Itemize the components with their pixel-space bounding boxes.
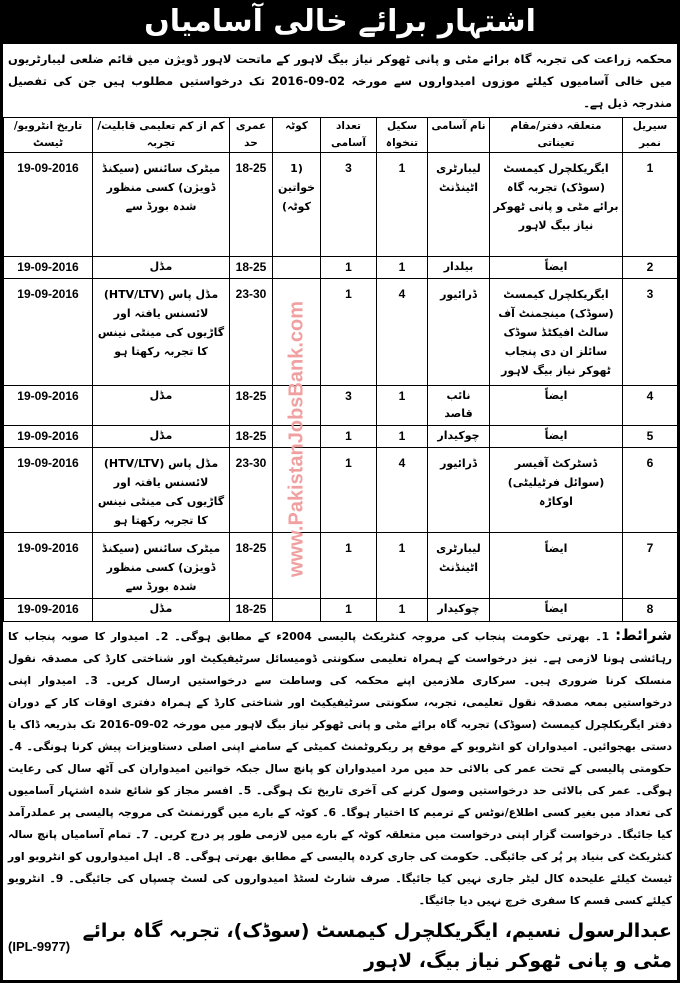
watermark: www.PakistanJobsBank.com: [285, 300, 307, 578]
intro-paragraph: محکمہ زراعت کی تجربہ گاہ برائے مٹی و پانی ٹھوکر نیاز بیگ لاہور کے ماتحت لاہور ڈویژن میں قائم ضلعی لیبارٹریوں میں خالی آسامیوں کیلئے موزوں امیدواروں سے مورخہ 02-09-2016 تک درخواستیں مطلوب ہیں جن کی تفصیل مندرجہ ذیل ہے۔: [8, 52, 672, 110]
cell-quota: [273, 448, 321, 533]
cell-office: ایضاً: [490, 533, 623, 599]
cell-office: ایضاً: [490, 386, 623, 426]
header-age: عمری حد: [230, 118, 273, 153]
cell-serial: 3: [623, 279, 678, 386]
cell-date: 19-09-2016: [4, 257, 93, 279]
header-count: تعداد آسامی: [321, 118, 377, 153]
header-serial: سیریل نمبر: [623, 118, 678, 153]
cell-count: 3: [321, 386, 377, 426]
cell-post: ڈرائیور: [428, 279, 490, 386]
cell-date: 19-09-2016: [4, 153, 93, 257]
header-quota: کوٹہ: [273, 118, 321, 153]
table-row: [4, 386, 678, 426]
cell-serial: 8: [623, 599, 678, 622]
cell-scale: 1: [377, 426, 428, 448]
cell-serial: 2: [623, 257, 678, 279]
ad-title: اشتہار برائے خالی آسامیاں: [0, 0, 680, 44]
cell-scale: 1: [377, 386, 428, 426]
table-row: [4, 533, 678, 599]
table-row: [4, 153, 678, 257]
cell-age: 18-25: [230, 153, 273, 257]
cell-quota: [273, 426, 321, 448]
cell-date: 19-09-2016: [4, 386, 93, 426]
cell-scale: 1: [377, 533, 428, 599]
cell-count: 1: [321, 426, 377, 448]
cell-serial: 6: [623, 448, 678, 533]
header-post: نام آسامی: [428, 118, 490, 153]
cell-serial: 7: [623, 533, 678, 599]
cell-age: 18-25: [230, 257, 273, 279]
cell-quota: [273, 386, 321, 426]
table-row: [4, 599, 678, 622]
cell-age: 23-30: [230, 279, 273, 386]
cell-date: 19-09-2016: [4, 448, 93, 533]
cell-qualification: میٹرک سائنس (سیکنڈ ڈویژن) کسی منظور شدہ بورڈ سے: [93, 153, 230, 257]
cell-quota: (1 خواتین کوٹہ): [273, 153, 321, 257]
cell-date: 19-09-2016: [4, 426, 93, 448]
table-header-row: [4, 118, 678, 153]
cell-age: 18-25: [230, 599, 273, 622]
cell-qualification: مڈل پاس (HTV/LTV) لائسنس یافتہ اور گاڑیوں کی مینٹی نینس کا تجربہ رکھتا ہو: [93, 448, 230, 533]
cell-quota: [273, 533, 321, 599]
signature-text: عبدالرسول نسیم، ایگریکلچرل کیمسٹ (سوڈک)، تجربہ گاہ برائے مٹی و پانی ٹھوکر نیاز بیگ، لاہور: [82, 920, 672, 972]
header-date: تاریخ انٹرویو/ٹیسٹ: [4, 118, 93, 153]
cell-count: 1: [321, 448, 377, 533]
header-scale: سکیل تنخواہ: [377, 118, 428, 153]
cell-qualification: مڈل پاس (HTV/LTV) لائسنس یافتہ اور گاڑیوں کی مینٹی نینس کا تجربہ رکھتا ہو: [93, 279, 230, 386]
table-row: [4, 426, 678, 448]
cell-count: 1: [321, 257, 377, 279]
cell-count: 3: [321, 153, 377, 257]
table-wrapper: [3, 117, 677, 622]
cell-age: 18-25: [230, 386, 273, 426]
table-row: [4, 279, 678, 386]
cell-post: چوکیدار: [428, 599, 490, 622]
header-office: متعلقہ دفتر/مقام تعیناتی: [490, 118, 623, 153]
vacancies-table: [3, 117, 678, 622]
cell-qualification: مڈل: [93, 599, 230, 622]
cell-date: 19-09-2016: [4, 279, 93, 386]
cell-scale: 1: [377, 153, 428, 257]
cell-office: ایضاً: [490, 599, 623, 622]
cell-post: چوکیدار: [428, 426, 490, 448]
table-row: [4, 448, 678, 533]
cell-post: ڈرائیور: [428, 448, 490, 533]
cell-scale: 1: [377, 599, 428, 622]
cell-quota: [273, 257, 321, 279]
cell-office: ایگریکلچرل کیمسٹ (سوڈک) تجربہ گاہ برائے مٹی و پانی ٹھوکر نیاز بیگ لاہور: [490, 153, 623, 257]
cell-age: 18-25: [230, 426, 273, 448]
cell-post: نائب قاصد: [428, 386, 490, 426]
cell-count: 1: [321, 599, 377, 622]
cell-count: 1: [321, 533, 377, 599]
cell-scale: 4: [377, 279, 428, 386]
cell-office: ڈسٹرکٹ آفیسر (سوائل فرٹیلیٹی) اوکاڑہ: [490, 448, 623, 533]
cell-office: ایضاً: [490, 426, 623, 448]
cell-serial: 1: [623, 153, 678, 257]
table-row: [4, 257, 678, 279]
cell-date: 19-09-2016: [4, 599, 93, 622]
header-qualification: کم از کم تعلیمی قابلیت/تجربہ: [93, 118, 230, 153]
cell-age: 23-30: [230, 448, 273, 533]
cell-qualification: مڈل: [93, 257, 230, 279]
cell-scale: 1: [377, 257, 428, 279]
cell-date: 19-09-2016: [4, 533, 93, 599]
cell-count: 1: [321, 279, 377, 386]
cell-age: 18-25: [230, 533, 273, 599]
cell-serial: 5: [623, 426, 678, 448]
cell-scale: 4: [377, 448, 428, 533]
cell-post: لیبارٹری اٹینڈنٹ: [428, 153, 490, 257]
cell-quota: [273, 599, 321, 622]
cell-qualification: میٹرک سائنس (سیکنڈ ڈویژن) کسی منظور شدہ بورڈ سے: [93, 533, 230, 599]
cell-quota: [273, 279, 321, 386]
conditions-section: [8, 624, 672, 912]
cell-office: ایضاً: [490, 257, 623, 279]
conditions-heading: شرائط:: [615, 626, 672, 644]
reference-code: (IPL-9977): [8, 938, 71, 954]
cell-post: بیلدار: [428, 257, 490, 279]
signature-block: [8, 916, 672, 976]
conditions-text: 1۔ بھرتی حکومت پنجاب کی مروجہ کنٹریکٹ پالیسی 2004ء کے مطابق ہوگی۔ 2۔ امیدوار کا صوبہ پنجاب کا رہائشی ہونا لازمی ہے۔ نیز درخواست کے ہمراہ تعلیمی سکونتی ڈومیسائل سرٹیفیکیٹ اور شناختی کارڈ کی مصدقہ نقول منسلک کرنا ضروری ہیں۔ سرکاری ملازمین اپنے محکمہ کی وساطت سے درخواستیں ارسال کریں۔ 3۔ امیدوار اپنی درخواستیں بمعہ مصدقہ نقول تعلیمی، تجربہ، سکونتی سرٹیفیکیٹ اور شناختی کارڈ کے ہمراہ دفتری اوقات کار کے دوران دفتر ایگریکلچرل کیمسٹ (سوڈک) تجربہ گاہ برائے مٹی و پانی ٹھوکر نیاز بیگ لاہور میں مورخہ 02-09-2016 تک بذریعہ ڈاک یا دستی بھجوائیں۔ امیدواران کو انٹرویو کے موقع پر ریکروٹمنٹ کمیٹی کے سامنے اپنی اصلی دستاویزات پیش کرنا ہونگی۔ 4۔ حکومتی پالیسی کے تحت عمر کی بالائی حد میں مرد امیدواران کو پانچ سال جبکہ خواتین امیدواران کی آٹھ سال کی رعایت ہوگی۔ عمر کی بالائی حد درخواستیں وصول کرنے کی آخری تاریخ تک ہوگی۔ 5۔ افسر مجاز کو شائع شدہ اشتہار آسامیوں کی تعداد میں بغیر کسی اطلاع/نوٹس کے ترمیم کا اختیار ہوگا۔ 6۔ کوٹہ کے بارے میں گورنمنٹ کی مروجہ پالیسی پر عملدرآمد کیا جائیگا۔ درخواست گزار اپنی درخواست میں متعلقہ کوٹہ کے بارے میں لازمی طور پر درج کریں۔ 7۔ تمام آسامیاں پانچ سالہ کنٹریکٹ کی بنیاد پر پُر کی جائیگی۔ حکومت کی جاری کردہ پالیسی کے مطابق بھرتی ہوگی۔ 8۔ اہل امیدواروں کو انٹرویو اور ٹیسٹ کیلئے علیحدہ کال لیٹر جاری نہیں کیا جائیگا۔ صرف شارٹ لسٹڈ امیدواروں کی لسٹ چسپاں کی جائیگی۔ 9۔ انٹرویو کیلئے کسی قسم کا سفری خرچ نہیں دیا جائیگا۔: [8, 630, 673, 907]
cell-serial: 4: [623, 386, 678, 426]
cell-office: ایگریکلچرل کیمسٹ (سوڈک) مینجمنٹ آف سالٹ افیکٹڈ سوڈک سائلز ان دی پنجاب ٹھوکر نیاز بیگ لاہور: [490, 279, 623, 386]
cell-qualification: مڈل: [93, 426, 230, 448]
cell-post: لیبارٹری اٹینڈنٹ: [428, 533, 490, 599]
cell-qualification: مڈل: [93, 386, 230, 426]
